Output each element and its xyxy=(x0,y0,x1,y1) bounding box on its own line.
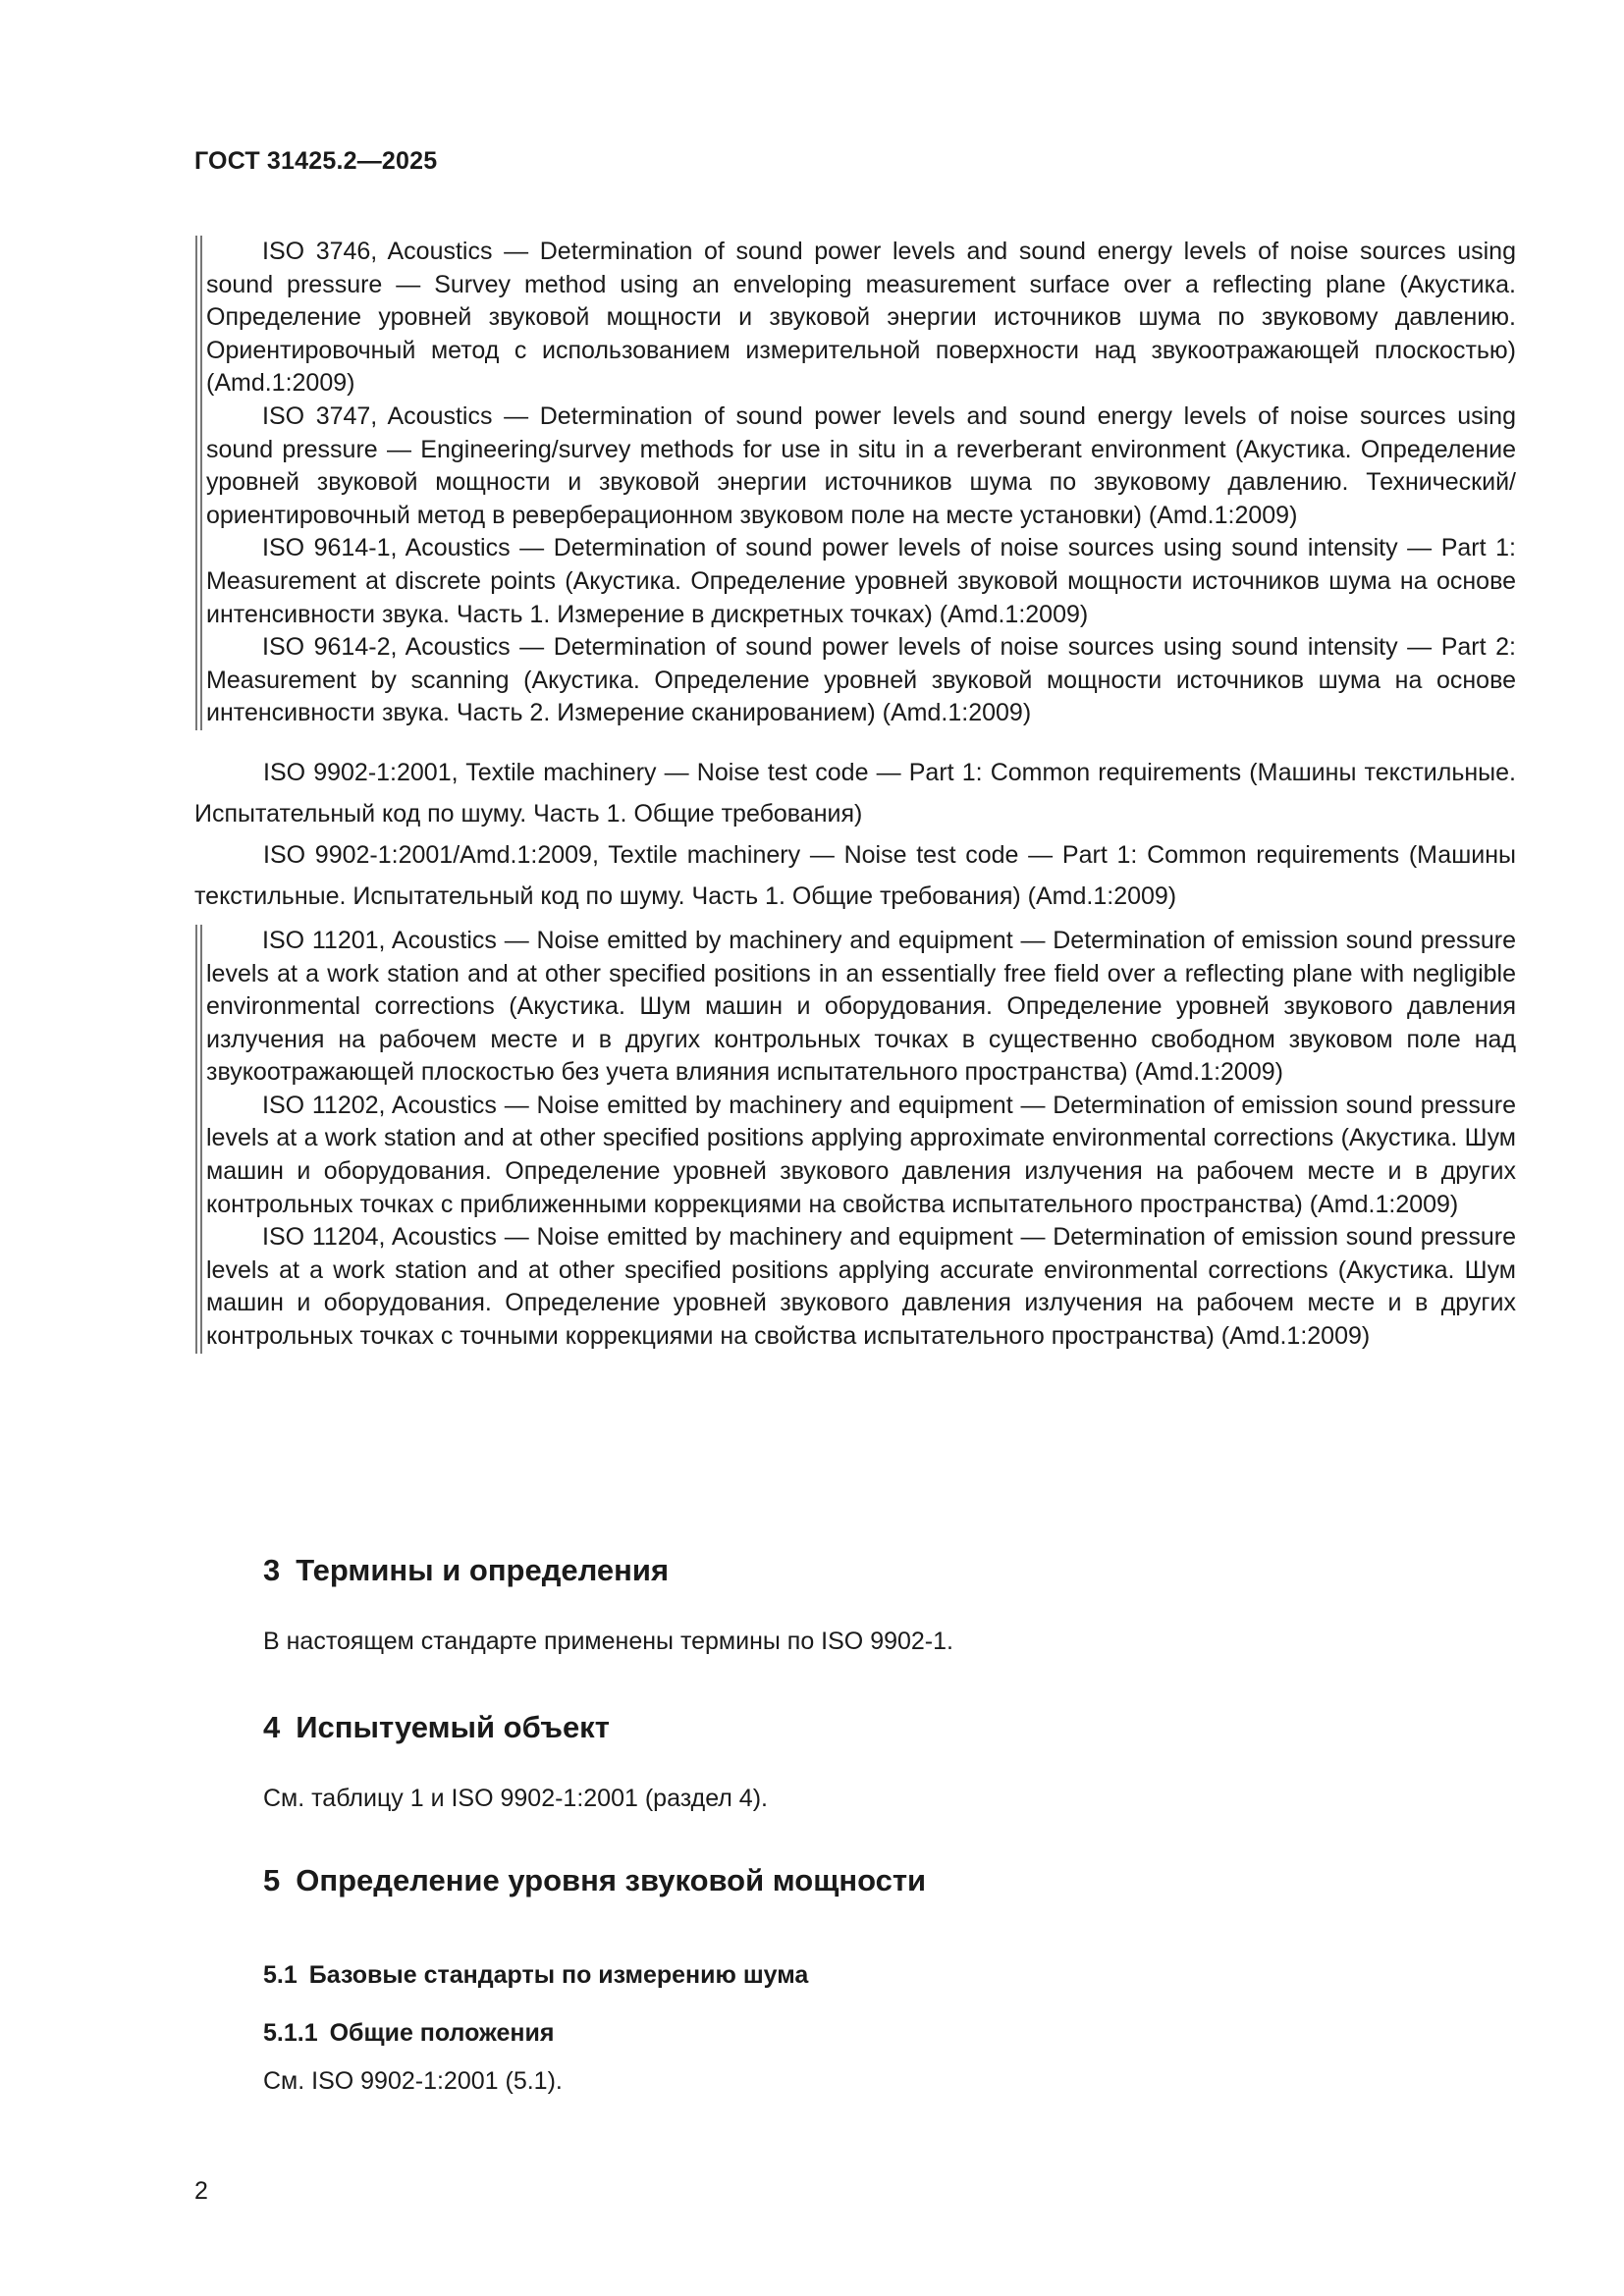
subsection-5-1-1-number: 5.1.1 xyxy=(263,2019,318,2047)
reference-iso-3747: ISO 3747, Acoustics — Determination of sound power levels and sound energy levels of noise sources using sound pressure — Engineering/survey methods for use in situ in a reverberant environment (Акустика. Определение уровней звуковой мощности и звуковой энергии источников шума по звуковому давлению. Технический/ориентировочный метод в реверберационном звуковом поле на месте установки) (Amd.1:2009) xyxy=(206,401,1516,529)
reference-iso-11202: ISO 11202, Acoustics — Noise emitted by machinery and equipment — Determination of emission sound pressure levels at a work station and at other specified positions applying approximate environmental corrections (Акустика. Шум машин и оборудования. Определение уровней звукового давления излучения на рабочем месте и в других контрольных точках с приближенными коррекциями на свойства испытательного пространства) (Amd.1:2009) xyxy=(206,1091,1516,1218)
reference-iso-9902-1-2001: ISO 9902-1:2001, Textile machinery — Noise test code — Part 1: Common requirements (Машины текстильные. Испытательный код по шуму. Часть 1. Общие требования) xyxy=(194,758,1516,828)
changed-references-block-2 xyxy=(194,925,1516,1354)
section-5-number: 5 xyxy=(263,1863,281,1897)
section-3-heading xyxy=(194,1553,669,1588)
subsection-5-1-title: Базовые стандарты по измерению шума xyxy=(308,1961,809,1989)
section-5-title: Определение уровня звуковой мощности xyxy=(296,1863,927,1897)
subsection-5-1-number: 5.1 xyxy=(263,1961,298,1989)
subsection-5-1-1-text: См. ISO 9902-1:2001 (5.1). xyxy=(263,2067,563,2095)
plain-references xyxy=(194,752,1516,917)
section-3-number: 3 xyxy=(263,1553,281,1587)
document-code-header: ГОСТ 31425.2—2025 xyxy=(194,147,438,175)
reference-iso-3746: ISO 3746, Acoustics — Determination of sound power levels and sound energy levels of noise sources using sound pressure — Survey method using an enveloping measurement surface over a reflecting plane (Акустика. Определение уровней звуковой мощности и звуковой энергии источников шума по звуковому давлению. Ориентировочный метод с использованием измерительной поверхности над звукоотражающей плоскостью) (Amd.1:2009) xyxy=(206,238,1516,398)
subsection-5-1-1-title: Общие положения xyxy=(329,2019,555,2047)
changed-references-block-1 xyxy=(194,236,1516,730)
section-4-heading xyxy=(194,1710,610,1745)
subsection-5-1-heading xyxy=(194,1961,808,1990)
reference-iso-11204: ISO 11204, Acoustics — Noise emitted by machinery and equipment — Determination of emission sound pressure levels at a work station and at other specified positions applying accurate environmental corrections (Акустика. Шум машин и оборудования. Определение уровней звукового давления излучения на рабочем месте и в других контрольных точках с точными коррекциями на свойства испытательного пространства) (Amd.1:2009) xyxy=(206,1223,1516,1351)
section-3-text: В настоящем стандарте применены термины по ISO 9902-1. xyxy=(263,1628,953,1655)
section-4-title: Испытуемый объект xyxy=(296,1710,610,1744)
page-content xyxy=(194,236,1516,1354)
reference-iso-9902-1-amd: ISO 9902-1:2001/Amd.1:2009, Textile machinery — Noise test code — Part 1: Common requirements (Машины текстильные. Испытательный код по шуму. Часть 1. Общие требования) (Amd.1:2009) xyxy=(194,840,1516,910)
reference-iso-9614-1: ISO 9614-1, Acoustics — Determination of sound power levels of noise sources using sound intensity — Part 1: Measurement at discrete points (Акустика. Определение уровней звуковой мощности источников шума на основе интенсивности звука. Часть 1. Измерение в дискретных точках) (Amd.1:2009) xyxy=(206,534,1516,628)
subsection-5-1-1-heading xyxy=(194,2019,554,2048)
section-4-number: 4 xyxy=(263,1710,281,1744)
section-4-text: См. таблицу 1 и ISO 9902-1:2001 (раздел 4). xyxy=(263,1785,768,1812)
reference-iso-9614-2: ISO 9614-2, Acoustics — Determination of sound power levels of noise sources using sound intensity — Part 2: Measurement by scanning (Акустика. Определение уровней звуковой мощности источников шума на основе интенсивности звука. Часть 2. Измерение сканированием) (Amd.1:2009) xyxy=(206,633,1516,727)
reference-iso-11201: ISO 11201, Acoustics — Noise emitted by machinery and equipment — Determination of emission sound pressure levels at a work station and at other specified positions in an essentially free field over a reflecting plane with negligible environmental corrections (Акустика. Шум машин и оборудования. Определение уровней звукового давления излучения на рабочем месте и в других контрольных точках в существенно свободном звуковом поле над звукоотражающей плоскостью без учета влияния испытательного пространства) (Amd.1:2009) xyxy=(206,926,1516,1087)
page-number: 2 xyxy=(194,2177,208,2205)
section-5-heading xyxy=(194,1863,926,1898)
section-3-title: Термины и определения xyxy=(296,1553,670,1587)
